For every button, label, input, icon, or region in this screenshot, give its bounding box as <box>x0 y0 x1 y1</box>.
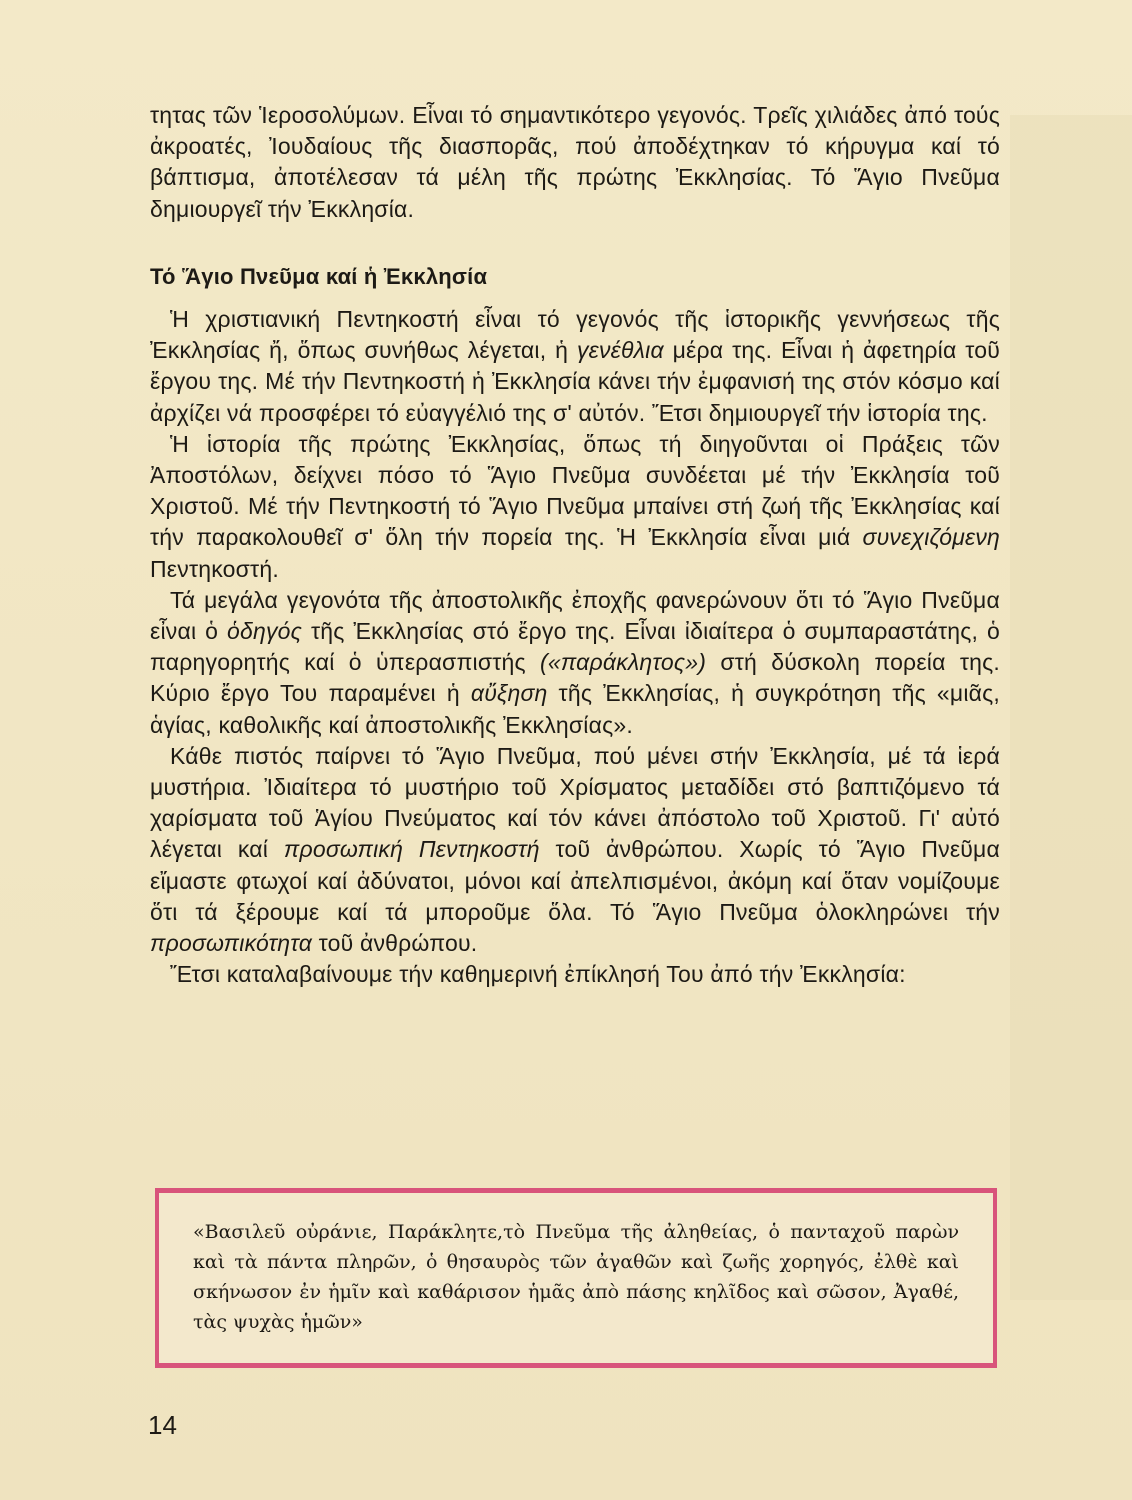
emphasis-synechizomeni: συνεχιζόμενη <box>862 524 1000 551</box>
page-number: 14 <box>148 1410 177 1440</box>
paragraph-3: Τά μεγάλα γεγονότα τῆς ἀποστολικῆς ἐποχῆς φανερώνουν ὅτι τό Ἅγιο Πνεῦμα εἶναι ὁ ὁδηγός τῆς Ἐκκλησίας στό ἔργο της. Εἶναι ἰδιαίτερα ὁ συμπαραστάτης, ὁ παρηγορητής καί ὁ ὑπερασπιστής («παράκλητος») στή δύσκολη πορεία της. Κύριο ἔργο Του παραμένει ἡ αὔξηση τῆς Ἐκκλησίας, ἡ συγκρότηση τῆς «μιᾶς, ἁγίας, καθολικῆς καί ἀποστολικῆς Ἐκκλησίας». <box>150 586 1001 738</box>
prayer-text: «Βασιλεῦ οὐράνιε, Παράκλητε,τὸ Πνεῦμα τῆς ἀληθείας, ὁ πανταχοῦ παρὼν καὶ τὰ πάντα πληρῶν, ὁ θησαυρὸς τῶν ἀγαθῶν καὶ ζωῆς χορηγός, ἐλθὲ καὶ σκήνωσον ἐν ἡμῖν καὶ καθάρισον ἡμᾶς ἀπὸ πάσης κηλῖδος καὶ σῶσον, Ἀγαθέ, τὰς ψυχὰς ἡμῶν» <box>193 1221 959 1333</box>
intro-paragraph: τητας τῶν Ἱεροσολύμων. Εἶναι τό σημαντικότερο γεγονός. Τρεῖς χιλιάδες ἀπό τούς ἀκροατές, Ἰουδαίους τῆς διασπορᾶς, πού ἀποδέχτηκαν τό κήρυγμα καί τό βάπτισμα, ἀπoτέλεσαν τά μέλη τῆς πρώτης Ἐκκλησίας. Τό Ἅγιο Πνεῦμα δημιουργεῖ τήν Ἐκκλησία. <box>150 102 1000 222</box>
bleed-through-panel <box>1010 115 1132 1300</box>
paragraph-4: Κάθε πιστός παίρνει τό Ἅγιο Πνεῦμα, πού μένει στήν Ἐκκλησία, μέ τά ἱερά μυστήρια. Ἰδιαίτερα τό μυστήριο τοῦ Χρίσματος μεταδίδει στό βαπτιζόμενο τά χαρίσματα τοῦ Ἁγίου Πνεύματος καί τόν κάνει ἀπόστολο τοῦ Χριστοῦ. Γι' αὐτό λέγεται καί προσωπική Πεντηκοστή τοῦ ἀνθρώπου. Χωρίς τό Ἅγιο Πνεῦμα εἴμαστε φτωχοί καί ἀδύνατοι, μόνοι καί ἀπελπισμένοι, ἀκόμη καί ὅταν νομίζουμε ὅτι τά ξέρουμε καί τά μποροῦμε ὅλα. Τό Ἅγιο Πνεῦμα ὁλοκληρώνει τήν προσωπικότητα τοῦ ἀνθρώπου. <box>150 742 1001 957</box>
emphasis-afxisi: αὔξηση <box>470 680 548 707</box>
emphasis-odigos: ὁδηγός <box>227 618 303 645</box>
paragraph-2: Ἡ ἱστορία τῆς πρώτης Ἐκκλησίας, ὅπως τή διηγοῦνται οἱ Πράξεις τῶν Ἀποστόλων, δείχνει πόσο τό Ἅγιο Πνεῦμα συνδέεται μέ τήν Ἐκκλησία τοῦ Χριστοῦ. Μέ τήν Πεντηκοστή τό Ἅγιο Πνεῦμα μπαίνει στή ζωή τῆς Ἐκκλησίας καί τήν παρακολουθεῖ σ' ὅλη τήν πορεία της. Ἡ Ἐκκλησία εἶναι μιά συνεχιζόμενη Πεντηκοστή. <box>150 430 1000 582</box>
emphasis-prosopiki-pentikosti: προσωπική Πεντηκοστή <box>283 836 540 863</box>
paragraph-5: Ἔτσι καταλαβαίνουμε τήν καθημερινή ἐπίκλησή Του ἀπό τήν Ἐκκλησία: <box>170 961 906 988</box>
emphasis-prosopikotita: προσωπικότητα <box>150 930 313 957</box>
body-text <box>150 100 1000 990</box>
prayer-frame <box>155 1188 997 1368</box>
emphasis-paraklitos: («παράκλητος») <box>540 649 707 676</box>
section-heading: Τό Ἅγιο Πνεῦμα καί ἡ Ἐκκλησία <box>150 263 488 289</box>
emphasis-genethlia: γενέθλια <box>576 337 664 364</box>
paragraph-1: Ἡ χριστιανική Πεντηκοστή εἶναι τό γεγονός τῆς ἱστορικῆς γεννήσεως τῆς Ἐκκλησίας ἤ, ὅπως συνήθως λέγεται, ἡ γενέθλια μέρα της. Εἶναι ἡ ἀφετηρία τοῦ ἔργου της. Μέ τήν Πεντηκοστή ἡ Ἐκκλησία κάνει τήν ἐμφανισή της στόν κόσμο καί ἀρχίζει νά προσφέρει τό εὐαγγέλιό της σ' αὐτόν. Ἔτσι δημιουργεῖ τήν ἱστορία της. <box>150 306 1000 426</box>
